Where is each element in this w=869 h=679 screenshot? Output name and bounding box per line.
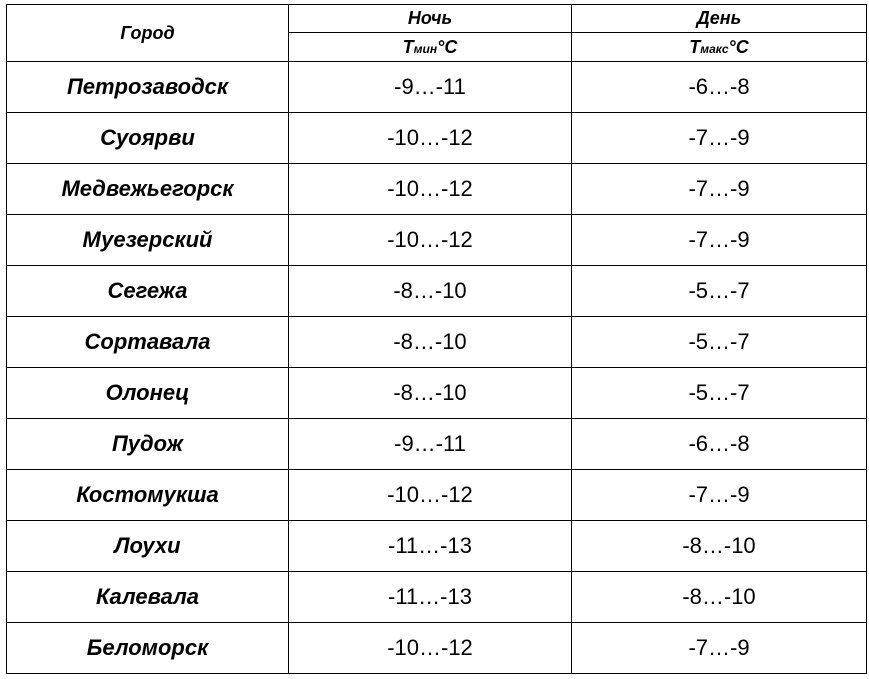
day-temp-cell: -5…-7 — [572, 317, 867, 368]
city-cell: Медвежьегорск — [7, 164, 289, 215]
table-row — [7, 572, 867, 623]
table-row — [7, 317, 867, 368]
table-row — [7, 521, 867, 572]
day-temp-cell: -5…-7 — [572, 368, 867, 419]
night-unit-main: Т — [402, 36, 414, 57]
night-temp-cell: -11…-13 — [289, 521, 572, 572]
city-cell: Пудож — [7, 419, 289, 470]
forecast-table — [6, 4, 867, 674]
city-cell: Петрозаводск — [7, 62, 289, 113]
night-unit-sub: мин — [413, 41, 438, 56]
city-cell: Калевала — [7, 572, 289, 623]
night-temp-cell: -9…-11 — [289, 419, 572, 470]
night-temp-cell: -9…-11 — [289, 62, 572, 113]
night-temp-cell: -11…-13 — [289, 572, 572, 623]
day-unit-main: Т — [689, 36, 701, 57]
header-row — [7, 5, 867, 33]
night-temp-cell: -10…-12 — [289, 164, 572, 215]
table-row — [7, 215, 867, 266]
night-temp-cell: -10…-12 — [289, 215, 572, 266]
night-temp-cell: -8…-10 — [289, 317, 572, 368]
table-row — [7, 419, 867, 470]
table-row — [7, 62, 867, 113]
table-row — [7, 266, 867, 317]
day-temp-cell: -5…-7 — [572, 266, 867, 317]
header-night-unit — [289, 33, 572, 62]
city-cell: Беломорск — [7, 623, 289, 674]
day-unit-suffix: °С — [728, 36, 749, 57]
day-unit-sub: макс — [700, 41, 729, 56]
city-cell: Муезерский — [7, 215, 289, 266]
day-temp-cell: -6…-8 — [572, 62, 867, 113]
day-temp-cell: -8…-10 — [572, 521, 867, 572]
header-night: Ночь — [289, 5, 572, 33]
day-temp-cell: -7…-9 — [572, 113, 867, 164]
night-unit-suffix: °С — [437, 36, 458, 57]
header-day: День — [572, 5, 867, 33]
day-temp-cell: -7…-9 — [572, 215, 867, 266]
table-row — [7, 368, 867, 419]
day-temp-cell: -7…-9 — [572, 623, 867, 674]
header-city: Город — [7, 5, 289, 62]
night-temp-cell: -10…-12 — [289, 470, 572, 521]
city-cell: Лоухи — [7, 521, 289, 572]
day-temp-cell: -6…-8 — [572, 419, 867, 470]
day-temp-cell: -7…-9 — [572, 470, 867, 521]
night-temp-cell: -10…-12 — [289, 113, 572, 164]
table-row — [7, 470, 867, 521]
night-temp-cell: -8…-10 — [289, 266, 572, 317]
city-cell: Олонец — [7, 368, 289, 419]
table-row — [7, 623, 867, 674]
city-cell: Сегежа — [7, 266, 289, 317]
night-temp-cell: -10…-12 — [289, 623, 572, 674]
night-temp-cell: -8…-10 — [289, 368, 572, 419]
day-temp-cell: -7…-9 — [572, 164, 867, 215]
city-cell: Сортавала — [7, 317, 289, 368]
table-row — [7, 113, 867, 164]
day-temp-cell: -8…-10 — [572, 572, 867, 623]
city-cell: Костомукша — [7, 470, 289, 521]
city-cell: Суоярви — [7, 113, 289, 164]
header-day-unit — [572, 33, 867, 62]
table-row — [7, 164, 867, 215]
